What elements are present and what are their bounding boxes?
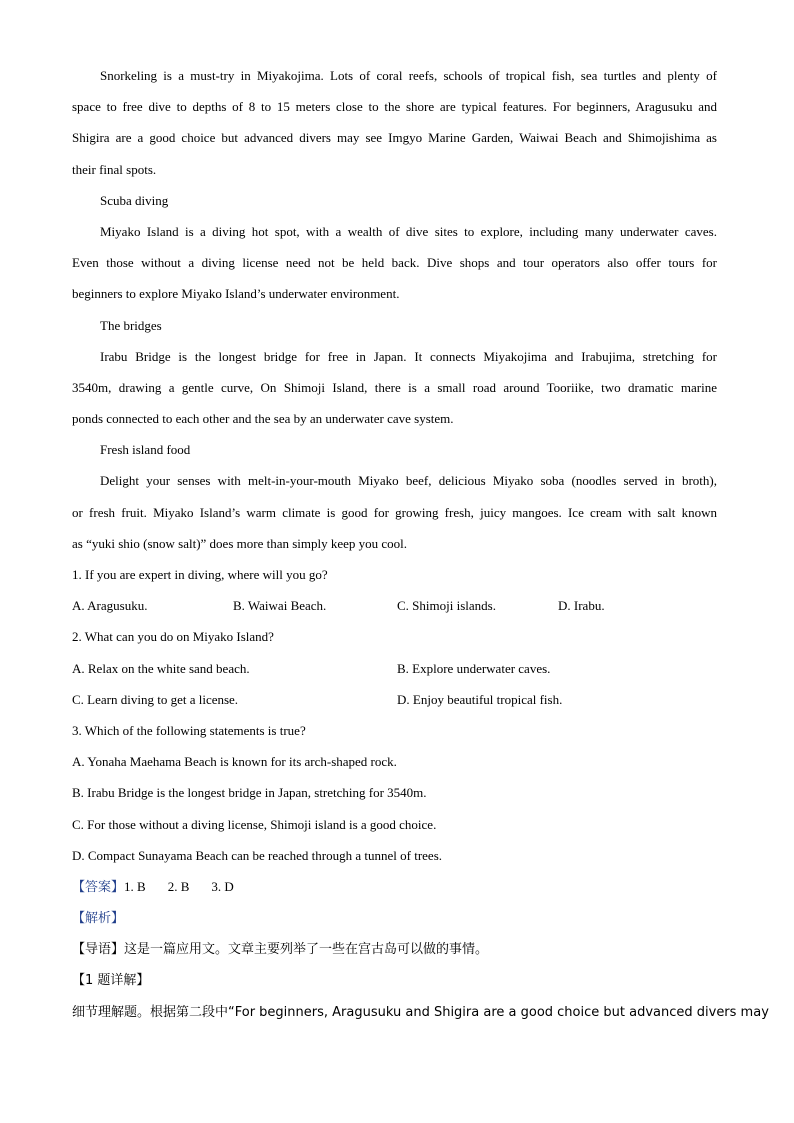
question-options bbox=[72, 656, 722, 687]
guide-line bbox=[72, 936, 722, 967]
paragraph-line: space to free dive to depths of 8 to 15 meters close to the shore are typical features. For beginners, Aragusuku and bbox=[72, 99, 717, 115]
option-d: D. Irabu. bbox=[558, 598, 605, 614]
question-stem: 2. What can you do on Miyako Island? bbox=[72, 629, 274, 645]
paragraph-line: Snorkeling is a must-try in Miyakojima. Lots of coral reefs, schools of tropical fish, sea turtles and plenty of bbox=[100, 68, 717, 83]
paragraph-line: Miyako Island is a diving hot spot, with a wealth of dive sites to explore, including many underwater caves. bbox=[100, 223, 717, 239]
paragraph-line: beginners to explore Miyako Island’s underwater environment. bbox=[72, 286, 400, 302]
option-a: A. Aragusuku. bbox=[72, 598, 148, 614]
option-b: B. Explore underwater caves. bbox=[397, 660, 551, 676]
option-d: D. Compact Sunayama Beach can be reached through a tunnel of trees. bbox=[72, 847, 442, 863]
q1-detail-heading bbox=[72, 967, 722, 998]
analysis-tag: 【解析】 bbox=[72, 911, 125, 927]
section-heading: Fresh island food bbox=[100, 442, 191, 458]
q1-detail-content: 细节理解题。根据第二段中“For beginners, Aragusuku and Shigira are a good choice but advanced divers may bbox=[72, 1004, 769, 1020]
answer-item: 2. B bbox=[167, 878, 190, 894]
question-options bbox=[72, 593, 722, 624]
option-c: C. Learn diving to get a license. bbox=[72, 691, 239, 707]
paragraph-line: 3540m, drawing a gentle curve, On Shimoji Island, there is a small road around Tooriike, two dramatic marine bbox=[72, 379, 717, 395]
section-heading: The bridges bbox=[100, 317, 162, 333]
paragraph-line: their final spots. bbox=[72, 161, 157, 177]
answer-item: 1. B bbox=[124, 878, 146, 894]
answer-line bbox=[72, 874, 722, 905]
paragraph-line: ponds connected to each other and the sea by an underwater cave system. bbox=[72, 411, 454, 427]
option-b: B. Irabu Bridge is the longest bridge in Japan, stretching for 3540m. bbox=[72, 785, 427, 801]
document-page bbox=[72, 63, 769, 1030]
paragraph-line: Shigira are a good choice but advanced divers may see Imgyo Marine Garden, Waiwai Beach and Shimojishima as bbox=[72, 130, 717, 146]
answer-tag: 【答案】 bbox=[72, 879, 125, 895]
option-d: D. Enjoy beautiful tropical fish. bbox=[397, 691, 563, 707]
option-b: B. Waiwai Beach. bbox=[233, 598, 327, 614]
option-c: C. For those without a diving license, Shimoji island is a good choice. bbox=[72, 816, 437, 832]
analysis-heading bbox=[72, 905, 722, 936]
question-stem: 1. If you are expert in diving, where will you go? bbox=[72, 567, 328, 582]
paragraph-line: Even those without a diving license need not be held back. Dive shops and tour operators also offer tours for bbox=[72, 255, 717, 271]
paragraph-line: Delight your senses with melt-in-your-mouth Miyako beef, delicious Miyako soba (noodles served in broth), bbox=[100, 473, 717, 489]
option-a: A. Yonaha Maehama Beach is known for its arch-shaped rock. bbox=[72, 754, 397, 770]
section-heading: Scuba diving bbox=[100, 192, 169, 208]
paragraph-line: as “yuki shio (snow salt)” does more than simply keep you cool. bbox=[72, 535, 408, 551]
paragraph-line: or fresh fruit. Miyako Island’s warm climate is good for growing fresh, juicy mangoes. Ice cream with salt known bbox=[72, 504, 717, 520]
q1-detail-text bbox=[72, 999, 769, 1030]
q1-detail-tag: 【1 题详解】 bbox=[72, 973, 150, 989]
question-stem: 3. Which of the following statements is true? bbox=[72, 722, 306, 738]
option-a: A. Relax on the white sand beach. bbox=[72, 660, 250, 676]
answer-item: 3. D bbox=[211, 878, 234, 894]
paragraph-line: Irabu Bridge is the longest bridge for free in Japan. It connects Miyakojima and Irabujima, stretching for bbox=[100, 348, 717, 364]
guide-tag: 【导语】 bbox=[72, 942, 125, 958]
question-options bbox=[72, 687, 722, 718]
option-c: C. Shimoji islands. bbox=[397, 598, 496, 614]
guide-text: 这是一篇应用文。文章主要列举了一些在宫古岛可以做的事情。 bbox=[124, 942, 489, 958]
